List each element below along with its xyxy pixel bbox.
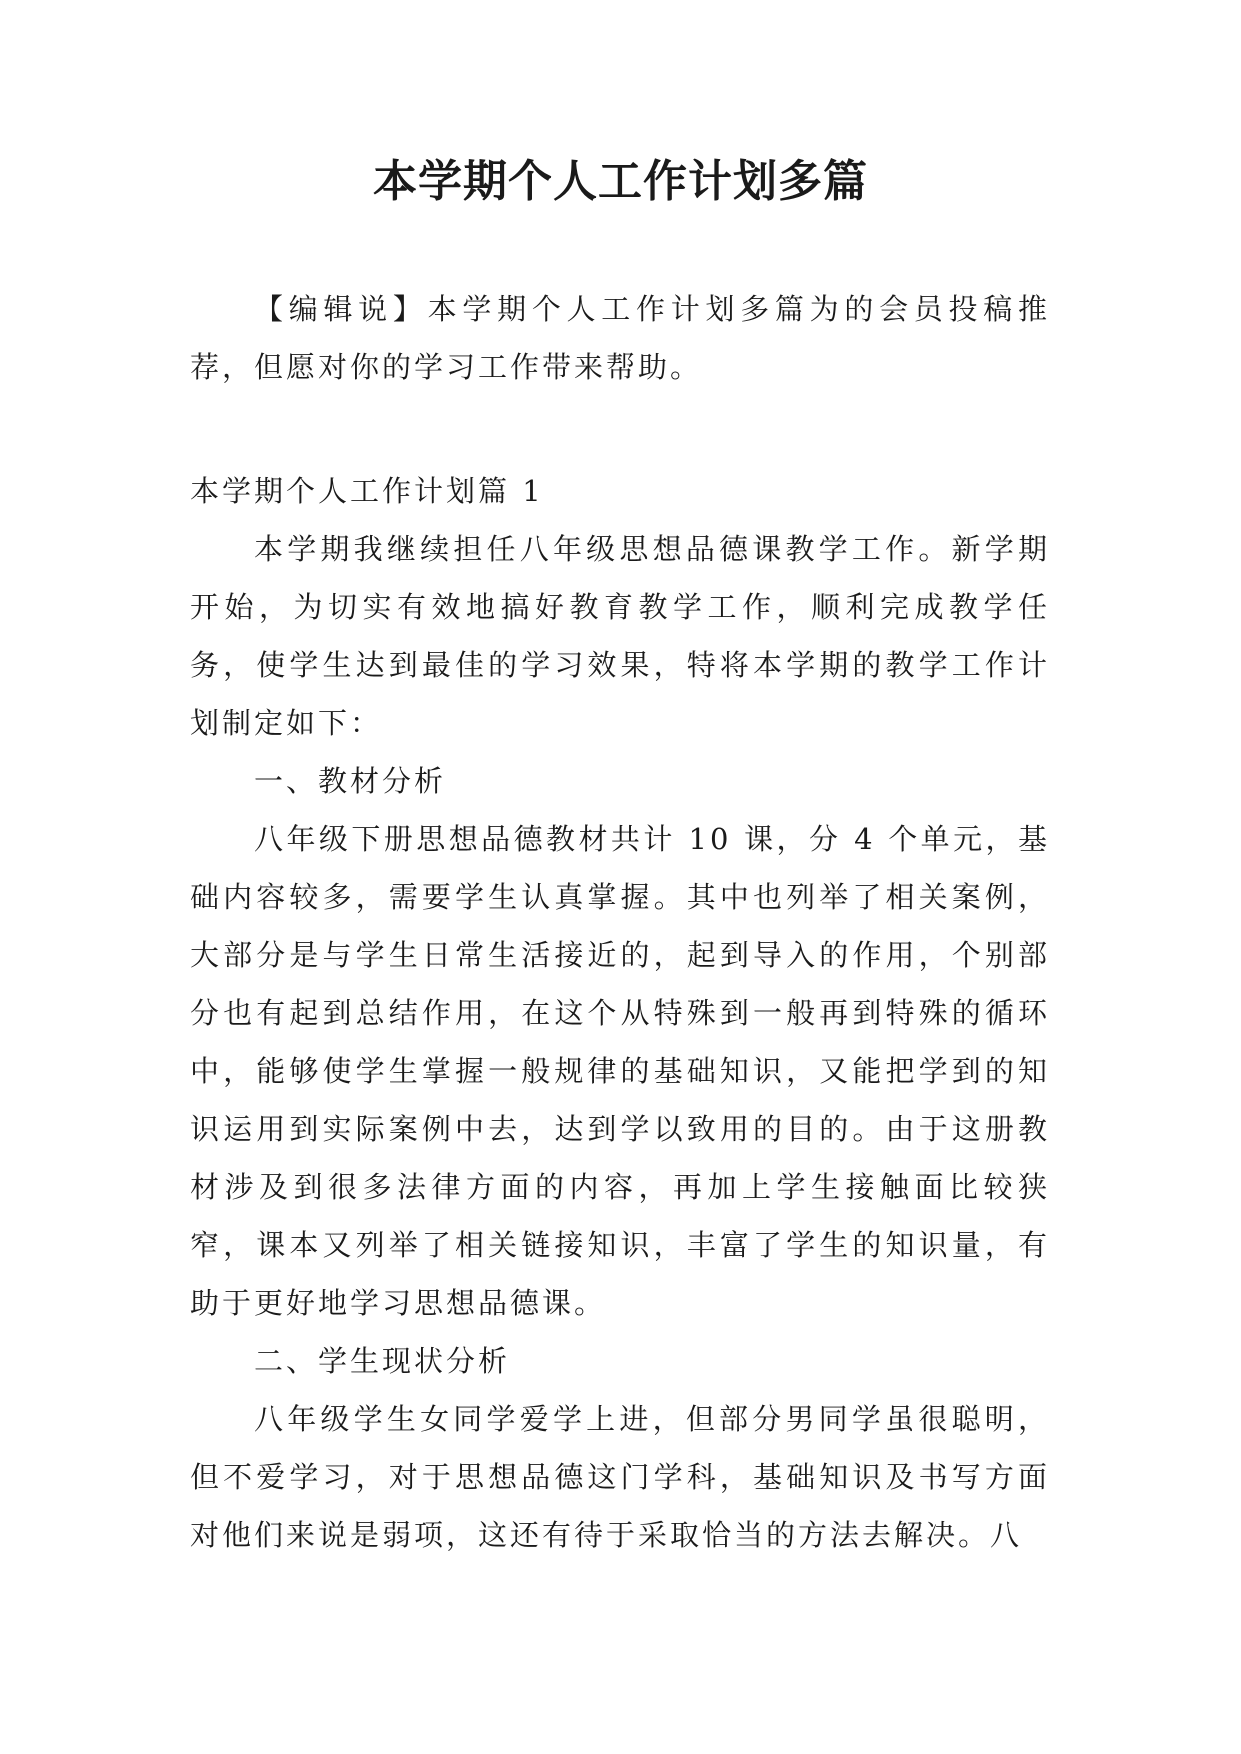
- student-analysis-paragraph: 八年级学生女同学爱学上进，但部分男同学虽很聪明，但不爱学习，对于思想品德这门学科，基础知识及书写方面对他们来说是弱项，这还有待于采取恰当的方法去解决。八: [190, 1402, 1050, 1552]
- textbook-analysis-paragraph: 八年级下册思想品德教材共计 10 课，分 4 个单元，基础内容较多，需要学生认真掌握。其中也列举了相关案例，大部分是与学生日常生活接近的，起到导入的作用，个别部分也有起到总结作用，在这个从特殊到一般再到特殊的循环中，能够使学生掌握一般规律的基础知识，又能把学到的知识运用到实际案例中去，达到学以致用的目的。由于这册教材涉及到很多法律方面的内容，再加上学生接触面比较狭窄，课本又列举了相关链接知识，丰富了学生的知识量，有助于更好地学习思想品德课。: [190, 822, 1050, 1320]
- intro-paragraph: 本学期我继续担任八年级思想品德课教学工作。新学期开始，为切实有效地搞好教育教学工作，顺利完成教学任务，使学生达到最佳的学习效果，特将本学期的教学工作计划制定如下：: [190, 532, 1050, 740]
- section-heading-student-analysis: 二、学生现状分析: [254, 1344, 511, 1378]
- section-heading-textbook-analysis: 一、教材分析: [254, 764, 447, 798]
- editor-note-paragraph: 【编辑说】本学期个人工作计划多篇为的会员投稿推荐，但愿对你的学习工作带来帮助。: [190, 292, 1050, 384]
- main-content: [190, 462, 1050, 1564]
- part-title: 本学期个人工作计划篇 1: [190, 474, 544, 508]
- editor-note-block: [190, 280, 1050, 396]
- document-title: 本学期个人工作计划多篇: [373, 156, 868, 207]
